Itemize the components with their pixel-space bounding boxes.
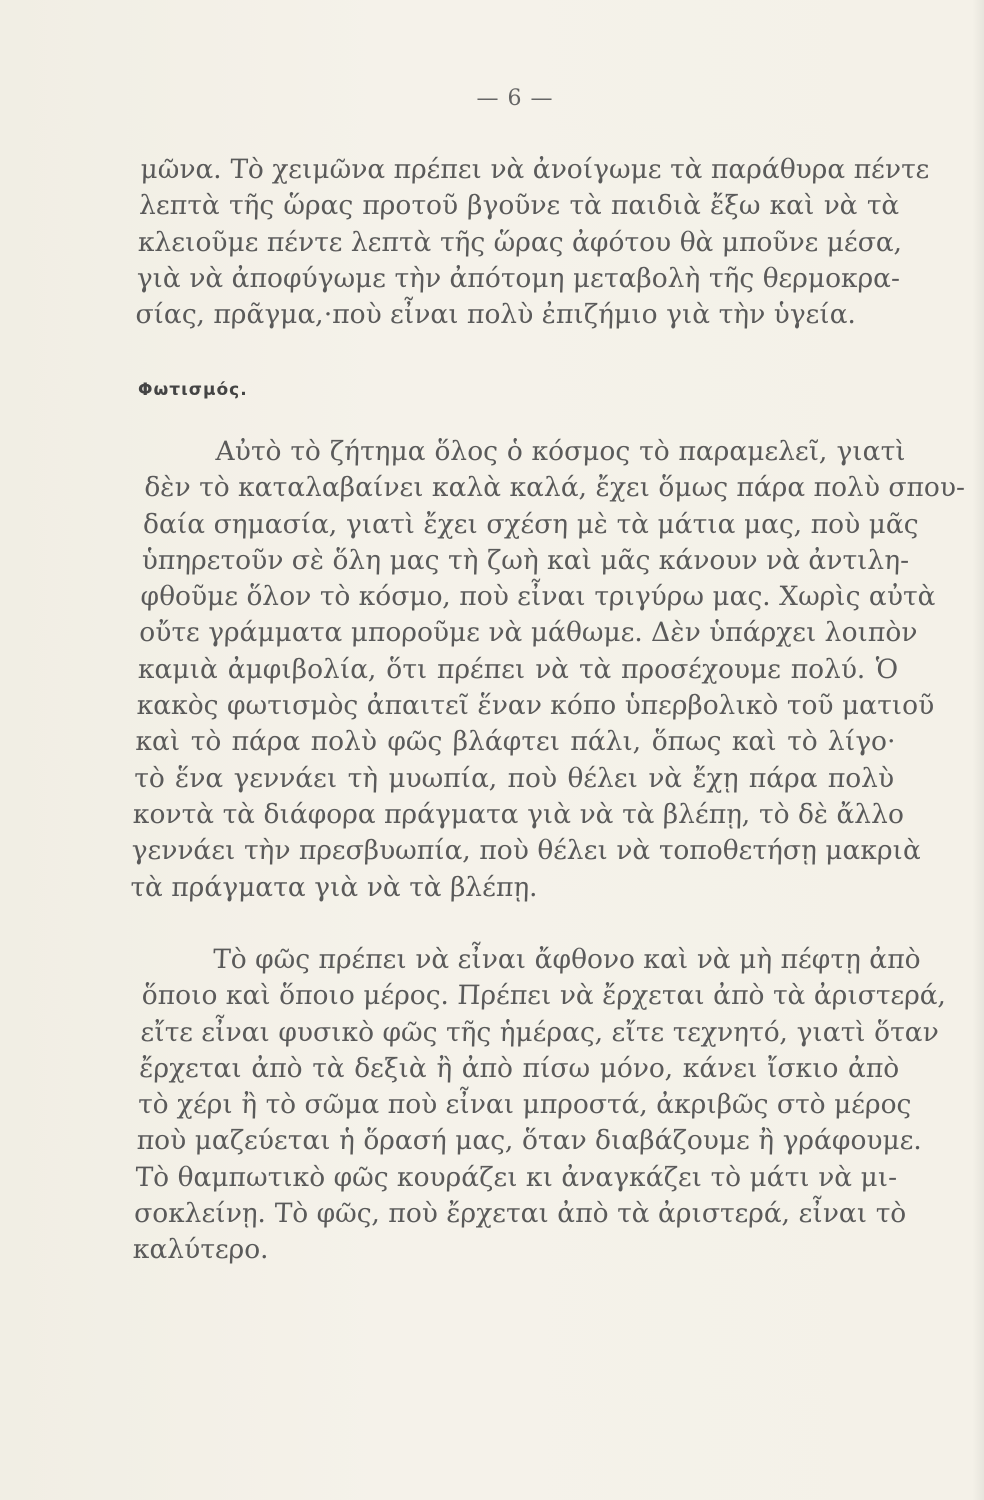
- text-line: γεννάει τὴν πρεσβυωπία, ποὺ θέλει νὰ τοποθετήσῃ μακριὰ: [131, 835, 922, 867]
- text-line: σοκλείνῃ. Τὸ φῶς, ποὺ ἔρχεται ἀπὸ τὰ ἀριστερά, εἶναι τὸ: [133, 1198, 907, 1230]
- text-line: ποὺ μαζεύεται ἡ ὅρασή μας, ὅταν διαβάζουμε ἢ γράφουμε.: [136, 1125, 923, 1157]
- text-line: τὰ πράγματα γιὰ νὰ τὰ βλέπῃ.: [129, 871, 539, 903]
- paragraph-ventilation-end: [134, 152, 930, 333]
- text-line: Τὸ θαμπωτικὸ φῶς κουράζει κι ἀναγκάζει τὸ μάτι νὰ μι-: [134, 1161, 898, 1193]
- paragraph-light-direction: [132, 942, 947, 1269]
- page-number: — 6 —: [476, 86, 554, 111]
- text-line: οὔτε γράμματα μποροῦμε νὰ μάθωμε. Δὲν ὑπάρχει λοιπὸν: [138, 617, 918, 649]
- text-line: ἔρχεται ἀπὸ τὰ δεξιὰ ἢ ἀπὸ πίσω μόνο, κάνει ἴσκιο ἀπὸ: [138, 1052, 900, 1084]
- text-line: κοντὰ τὰ διάφορα πράγματα γιὰ νὰ τὰ βλέπῃ, τὸ δὲ ἄλλο: [132, 798, 905, 830]
- text-line: τὸ χέρι ἢ τὸ σῶμα ποὺ εἶναι μπροστά, ἀκριβῶς στὸ μέρος: [137, 1089, 912, 1121]
- text-line: ὅποιο καὶ ὅποιο μέρος. Πρέπει νὰ ἔρχεται ἀπὸ τὰ ἀριστερά,: [141, 980, 947, 1012]
- text-line: ὑπηρετοῦν σὲ ὅλη μας τὴ ζωὴ καὶ μᾶς κάνουν νὰ ἀντιλη-: [141, 544, 910, 576]
- text-line: σίας, πρᾶγμα,·ποὺ εἶναι πολὺ ἐπιζήμιο γιὰ τὴν ὑγεία.: [134, 299, 857, 331]
- text-line: δαία σημασία, γιατὶ ἔχει σχέση μὲ τὰ μάτια μας, ποὺ μᾶς: [142, 508, 920, 540]
- text-line: γιὰ νὰ ἀποφύγωμε τὴν ἀπότομη μεταβολὴ τῆς θερμοκρα-: [136, 262, 901, 294]
- text-line: λεπτὰ τῆς ὥρας προτοῦ βγοῦνε τὰ παιδιὰ ἔξω καὶ νὰ τὰ: [138, 190, 900, 222]
- text-line: δὲν τὸ καταλαβαίνει καλὰ καλά, ἔχει ὅμως πάρα πολὺ σπου-: [143, 472, 966, 504]
- text-line: καὶ τὸ πάρα πολὺ φῶς βλάφτει πάλι, ὅπως καὶ τὸ λίγο·: [134, 726, 897, 758]
- text-line: κακὸς φωτισμὸς ἀπαιτεῖ ἕναν κόπο ὑπερβολικὸ τοῦ ματιοῦ: [136, 690, 935, 722]
- text-line: μῶνα. Τὸ χειμῶνα πρέπει νὰ ἀνοίγωμε τὰ παράθυρα πέντε: [140, 154, 930, 185]
- text-line: φθοῦμε ὅλον τὸ κόσμο, ποὺ εἶναι τριγύρω μας. Χωρὶς αὐτὰ: [140, 581, 937, 613]
- text-line: εἴτε εἶναι φυσικὸ φῶς τῆς ἡμέρας, εἴτε τεχνητό, γιατὶ ὅταν: [140, 1016, 940, 1048]
- paragraph-lighting-importance: [129, 434, 966, 906]
- text-line: Αὐτὸ τὸ ζήτημα ὅλος ὁ κόσμος τὸ παραμελεῖ, γιατὶ: [215, 436, 907, 467]
- section-heading-lighting: Φωτισμός.: [138, 380, 248, 400]
- text-line: καλύτερο.: [132, 1234, 270, 1266]
- page-edge-shadow: [972, 0, 984, 1500]
- text-line: Τὸ φῶς πρέπει νὰ εἶναι ἄφθονο καὶ νὰ μὴ πέφτῃ ἀπὸ: [212, 944, 922, 975]
- text-line: τὸ ἕνα γεννάει τὴ μυωπία, ποὺ θέλει νὰ ἔχῃ πάρα πολὺ: [133, 762, 895, 794]
- text-line: κλειοῦμε πέντε λεπτὰ τῆς ὥρας ἀφότου θὰ μποῦνε μέσα,: [137, 226, 903, 258]
- text-line: καμιὰ ἀμφιβολία, ὅτι πρέπει νὰ τὰ προσέχουμε πολύ. Ὁ: [137, 653, 899, 685]
